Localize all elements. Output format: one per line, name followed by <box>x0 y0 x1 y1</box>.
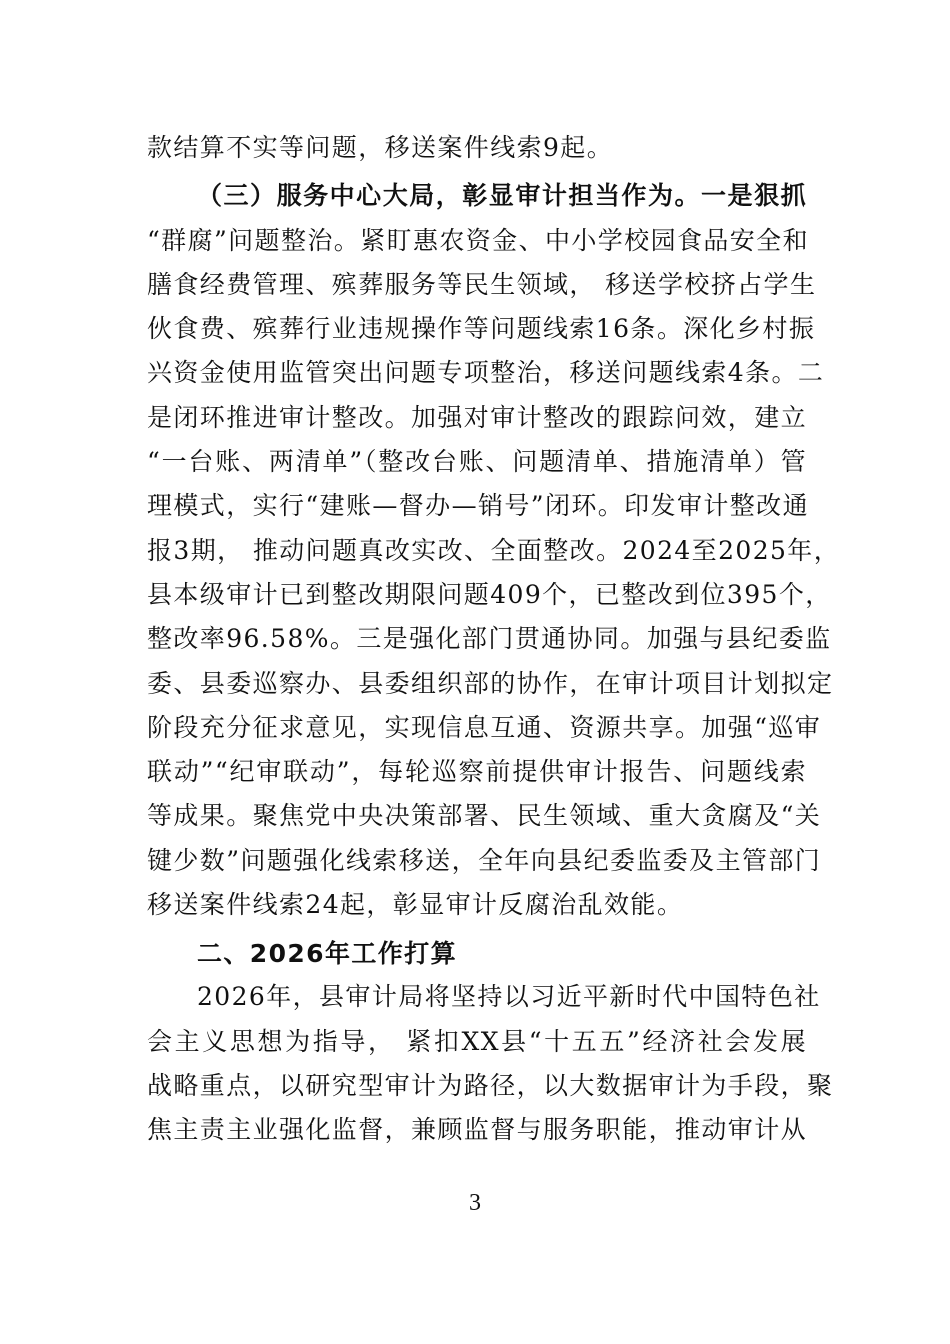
text-line: 会主义思想为指导， 紧扣XX县“十五五”经济社会发展 <box>147 1027 807 1056</box>
text-line: 等成果。聚焦党中央决策部署、民生领域、重大贪腐及“关 <box>147 801 822 830</box>
text-line: 膳食经费管理、殡葬服务等民生领域， 移送学校挤占学生 <box>147 270 817 299</box>
text-line: 联动”“纪审联动”，每轮巡察前提供审计报告、问题线索 <box>147 757 807 786</box>
page-number: 3 <box>469 1190 481 1216</box>
text-line: 焦主责主业强化监督，兼顾监督与服务职能，推动审计从 <box>147 1115 808 1144</box>
text-line: 理模式，实行“建账—督办—销号”闭环。印发审计整改通 <box>147 491 809 520</box>
text-line: “一台账、两清单”（整改台账、问题清单、措施清单）管 <box>147 447 807 476</box>
text-line: 伙食费、殡葬行业违规操作等问题线索16条。深化乡村振 <box>147 314 816 343</box>
chapter-heading: 二、2026年工作打算 <box>197 939 457 968</box>
text-line: 款结算不实等问题，移送案件线索9起。 <box>147 133 614 162</box>
text-line: 键少数”问题强化线索移送，全年向县纪委监委及主管部门 <box>147 846 822 875</box>
text-line: 报3期， 推动问题真改实改、全面整改。2024至2025年， <box>147 536 841 565</box>
text-line: “群腐”问题整治。紧盯惠农资金、中小学校园食品安全和 <box>147 226 809 255</box>
section-heading-line: （三）服务中心大局，彰显审计担当作为。一是狠抓 <box>197 181 807 210</box>
text-line: 整改率96.58%。三是强化部门贯通协同。加强与县纪委监 <box>147 624 832 653</box>
text-line: 移送案件线索24起，彰显审计反腐治乱效能。 <box>147 890 684 919</box>
text-line: 阶段充分征求意见，实现信息互通、资源共享。加强“巡审 <box>147 713 822 742</box>
text-line: 委、县委巡察办、县委组织部的协作，在审计项目计划拟定 <box>147 669 834 698</box>
text-line: 兴资金使用监管突出问题专项整治，移送问题线索4条。二 <box>147 358 825 387</box>
text-line: 是闭环推进审计整改。加强对审计整改的跟踪问效，建立 <box>147 403 808 432</box>
text-line: 县本级审计已到整改期限问题409个，已整改到位395个， <box>147 580 832 609</box>
text-line: 战略重点，以研究型审计为路径，以大数据审计为手段，聚 <box>147 1071 834 1100</box>
text-line: 2026年，县审计局将坚持以习近平新时代中国特色社 <box>197 982 821 1011</box>
